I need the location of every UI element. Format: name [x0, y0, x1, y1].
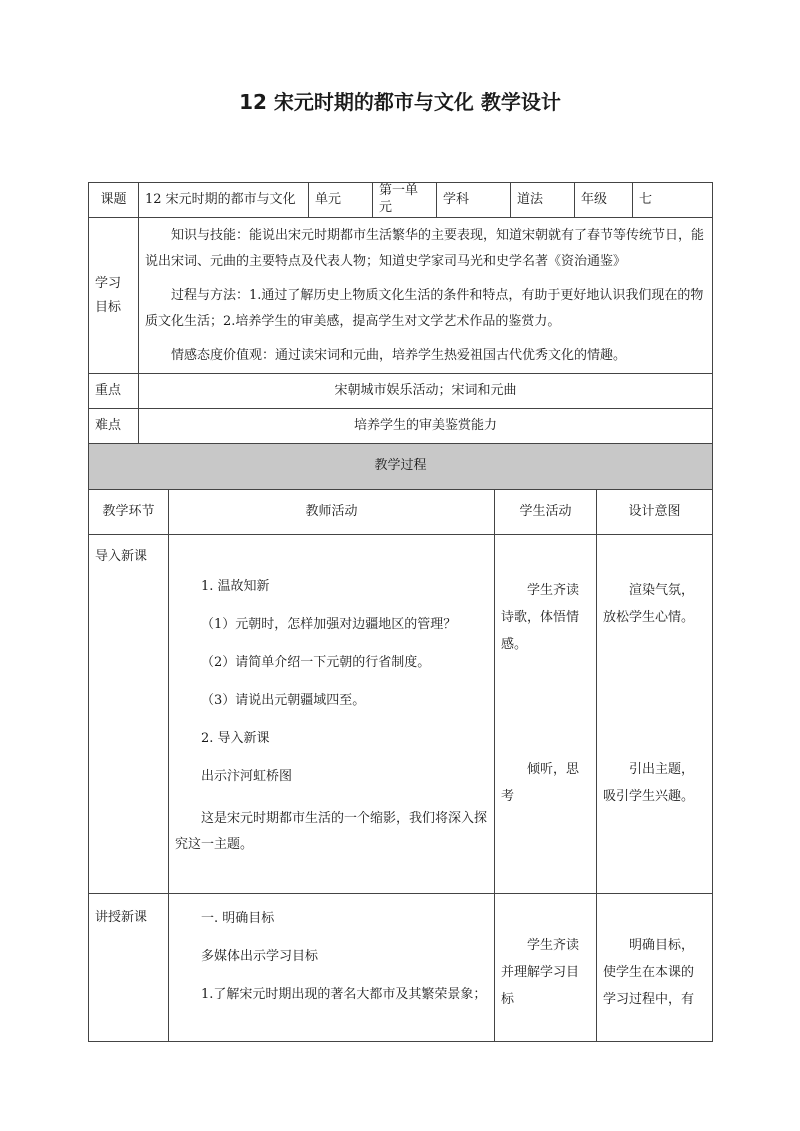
- key-label: 重点: [89, 374, 139, 409]
- objective-process: 过程与方法：1.通过了解历史上物质文化生活的条件和特点，有助于更好地认识我们现在的物质文化生活；2.培养学生的审美感，提高学生对文学艺术作品的鉴赏力。: [145, 287, 704, 329]
- objective-attitude: 情感态度价值观：通过读宋词和元曲，培养学生热爱祖国古代优秀文化的情趣。: [171, 347, 627, 363]
- process-row-teach: [89, 894, 713, 1042]
- process-row-intro: [89, 535, 713, 894]
- teacher-line: 一. 明确目标: [201, 911, 275, 926]
- objectives-label: 学习目标: [89, 218, 139, 374]
- process-header-row: [89, 490, 713, 535]
- teacher-line: 这是宋元时期都市生活的一个缩影，我们将深入探究这一主题。: [175, 811, 488, 852]
- teacher-line: 出示汴河虹桥图: [201, 769, 293, 784]
- student-line: 学生齐读并理解学习目标: [501, 938, 580, 1007]
- info-row-key: [89, 374, 713, 409]
- teacher-line: 2. 导入新课: [201, 731, 270, 746]
- subject-label: 学科: [437, 183, 511, 218]
- col-teacher: 教师活动: [169, 490, 495, 535]
- objective-knowledge: 知识与技能：能说出宋元时期都市生活繁华的主要表现，知道宋朝就有了春节等传统节日，能说出宋词、元曲的主要特点及代表人物；知道史学家司马光和史学名著《资治通鉴》: [145, 227, 705, 269]
- info-table: [88, 182, 713, 490]
- intent-teach: [597, 894, 713, 1042]
- teacher-intro: [169, 535, 495, 894]
- objectives-content: [139, 218, 713, 374]
- difficult-value: 培养学生的审美鉴赏能力: [139, 409, 713, 444]
- process-table: [88, 489, 713, 1042]
- teacher-teach: [169, 894, 495, 1042]
- unit-label: 单元: [309, 183, 373, 218]
- stage-teach: 讲授新课: [89, 894, 169, 1042]
- course-label: 课题: [89, 183, 139, 218]
- teacher-line: 1.了解宋元时期出现的著名大都市及其繁荣景象；: [201, 987, 487, 1002]
- subject-value: 道法: [511, 183, 575, 218]
- teacher-line: （3）请说出元朝疆域四至。: [201, 693, 366, 708]
- grade-label: 年级: [575, 183, 633, 218]
- teacher-line: （1）元朝时，怎样加强对边疆地区的管理？: [201, 617, 457, 632]
- student-intro: [495, 535, 597, 894]
- col-student: 学生活动: [495, 490, 597, 535]
- teacher-line: 多媒体出示学习目标: [201, 949, 319, 964]
- col-intent: 设计意图: [597, 490, 713, 535]
- intent-line: 引出主题，吸引学生兴趣。: [603, 762, 695, 804]
- col-stage: 教学环节: [89, 490, 169, 535]
- page-title: 12 宋元时期的都市与文化 教学设计: [239, 90, 561, 114]
- info-row-objectives: [89, 218, 713, 374]
- process-heading-row: [89, 444, 713, 490]
- student-line: 学生齐读诗歌，体悟情感。: [501, 583, 580, 652]
- course-value: 12 宋元时期的都市与文化: [139, 183, 309, 218]
- intent-intro: [597, 535, 713, 894]
- unit-value: 第一单元: [373, 183, 437, 218]
- student-teach: [495, 894, 597, 1042]
- teacher-line: 1. 温故知新: [201, 579, 270, 594]
- intent-line: 渲染气氛，放松学生心情。: [603, 583, 695, 625]
- grade-value: 七: [633, 183, 713, 218]
- process-heading: 教学过程: [89, 444, 713, 490]
- stage-intro: 导入新课: [89, 535, 169, 894]
- difficult-label: 难点: [89, 409, 139, 444]
- teacher-line: （2）请简单介绍一下元朝的行省制度。: [201, 655, 431, 670]
- student-line: 倾听，思考: [501, 762, 580, 804]
- info-row-course: [89, 183, 713, 218]
- info-row-difficult: [89, 409, 713, 444]
- intent-line: 明确目标，使学生在本课的学习过程中，有: [603, 938, 695, 1007]
- key-value: 宋朝城市娱乐活动；宋词和元曲: [139, 374, 713, 409]
